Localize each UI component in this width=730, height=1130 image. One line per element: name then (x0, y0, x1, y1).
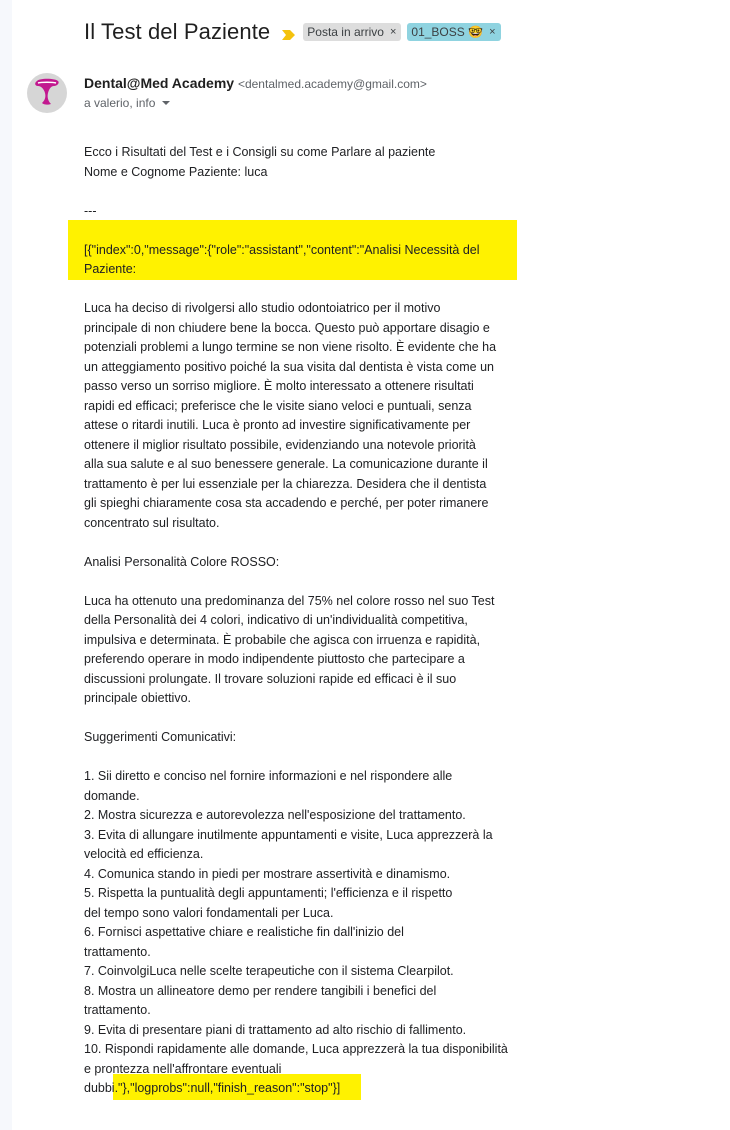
left-panel-edge (0, 0, 12, 1130)
json-start-line: Paziente: (84, 262, 137, 276)
needs-line: trattamento è per lui essenziale per la chiarezza. Desidera che il dentista (84, 476, 487, 491)
suggestion-line: 5. Rispetta la puntualità degli appuntamenti; l'efficienza e il rispetto (84, 886, 453, 900)
needs-line: principale di non chiudere bene la bocca. Questo può apportare disagio e (84, 320, 490, 335)
suggestion-line: velocità ed efficienza. (84, 847, 204, 861)
needs-line: concentrato sul risultato. (84, 515, 220, 530)
suggestion-line: 6. Fornisci aspettative chiare e realistiche fin dall'inizio del (84, 925, 404, 939)
sender-line (84, 75, 427, 91)
suggestion-line: domande. (84, 788, 140, 803)
needs-line: Luca ha deciso di rivolgersi allo studio odontoiatrico per il motivo (84, 301, 441, 315)
email-body (84, 143, 534, 1099)
suggestion-line: trattamento. (84, 944, 151, 959)
email-subject: Il Test del Paziente (84, 19, 271, 44)
json-start-line: [{"index":0,"message":{"role":"assistant","content":"Analisi Necessità del (84, 242, 480, 257)
subject-row (84, 18, 501, 46)
needs-line: un atteggiamento positivo poiché la sua visita dal dentista è vista come un (84, 359, 494, 374)
remove-label-icon[interactable]: × (489, 26, 496, 38)
importance-marker-icon[interactable] (282, 27, 295, 37)
sender-avatar[interactable] (27, 73, 67, 113)
needs-line: gli spieghi chiaramente cosa sta accadendo e perché, per poter rimanere (84, 496, 489, 510)
suggestion-line: 7. CoinvolgiLuca nelle scelte terapeutiche con il sistema Clearpilot. (84, 964, 454, 978)
personality-line: discussioni prolungate. Il trovare soluzioni rapide ed efficaci è il suo (84, 671, 457, 686)
needs-line: potenziali problemi a lungo termine se non viene risolto. È evidente che ha (84, 340, 497, 354)
personality-line: preferendo operare in modo indipendente piuttosto che partecipare a (84, 652, 465, 666)
needs-line: rapidi ed efficaci; preferisce che le visite siano veloci e puntuali, senza (84, 398, 472, 413)
suggestion-line: 2. Mostra sicurezza e autorevolezza nell'esposizione del trattamento. (84, 808, 466, 822)
label-chip-text: 01_BOSS 🤓 (411, 25, 484, 39)
needs-line: ottenere il miglior risultato possibile, evidenziando una notevole priorità (84, 437, 476, 452)
json-end-line: dubbi."},"logprobs":null,"finish_reason":"stop"}] (84, 1081, 341, 1095)
suggestion-line: e prontezza nell'affrontare eventuali (84, 1061, 282, 1076)
needs-line: alla sua salute e al suo benessere generale. La comunicazione durante il (84, 457, 488, 471)
dental-logo-icon (27, 73, 67, 113)
suggestion-line: 10. Rispondi rapidamente alle domande, Luca apprezzerà la tua disponibilità (84, 1042, 508, 1056)
intro-line: Nome e Cognome Paziente: luca (84, 164, 268, 179)
sender-email: <dentalmed.academy@gmail.com> (237, 77, 427, 91)
sender-name[interactable]: Dental@Med Academy (84, 75, 235, 91)
personality-line: principale obiettivo. (84, 691, 192, 705)
suggestion-line: 9. Evita di presentare piani di trattamento ad alto rischio di fallimento. (84, 1022, 467, 1037)
personality-heading: Analisi Personalità Colore ROSSO: (84, 554, 280, 569)
recipients-text: a valerio, info (84, 96, 156, 110)
personality-line: Luca ha ottenuto una predominanza del 75% nel colore rosso nel suo Test (84, 593, 495, 608)
recipients-toggle[interactable] (84, 96, 427, 110)
suggestion-line: 4. Comunica stando in piedi per mostrare assertività e dinamismo. (84, 866, 451, 881)
needs-line: attese o ritardi inutili. Luca è pronto ad investire significativamente per (84, 418, 471, 432)
suggestion-line: 3. Evita di allungare inutilmente appuntamenti e visite, Luca apprezzerà la (84, 827, 493, 842)
sender-block (84, 75, 427, 110)
suggestion-line: trattamento. (84, 1003, 151, 1017)
remove-label-icon[interactable]: × (389, 26, 397, 38)
suggestion-line: 8. Mostra un allineatore demo per rendere tangibili i benefici del (84, 983, 437, 998)
separator: --- (84, 203, 97, 218)
chevron-down-icon[interactable] (162, 101, 170, 105)
suggestions-heading: Suggerimenti Comunicativi: (84, 730, 237, 744)
label-chip-inbox[interactable] (303, 23, 401, 41)
label-chip-text: Posta in arrivo (307, 25, 384, 39)
intro-line: Ecco i Risultati del Test e i Consigli su come Parlare al paziente (84, 145, 436, 159)
personality-line: della Personalità dei 4 colori, indicativo di un'individualità competitiva, (84, 613, 468, 627)
suggestion-line: 1. Sii diretto e conciso nel fornire informazioni e nel rispondere alle (84, 769, 453, 783)
personality-line: impulsiva e determinata. È probabile che agisca con irruenza e rapidità, (84, 632, 481, 647)
needs-line: passo verso un sorriso migliore. È molto interessato a ottenere risultati (84, 379, 474, 393)
suggestion-line: del tempo sono valori fondamentali per Luca. (84, 905, 334, 920)
label-chip-boss[interactable] (407, 23, 500, 41)
